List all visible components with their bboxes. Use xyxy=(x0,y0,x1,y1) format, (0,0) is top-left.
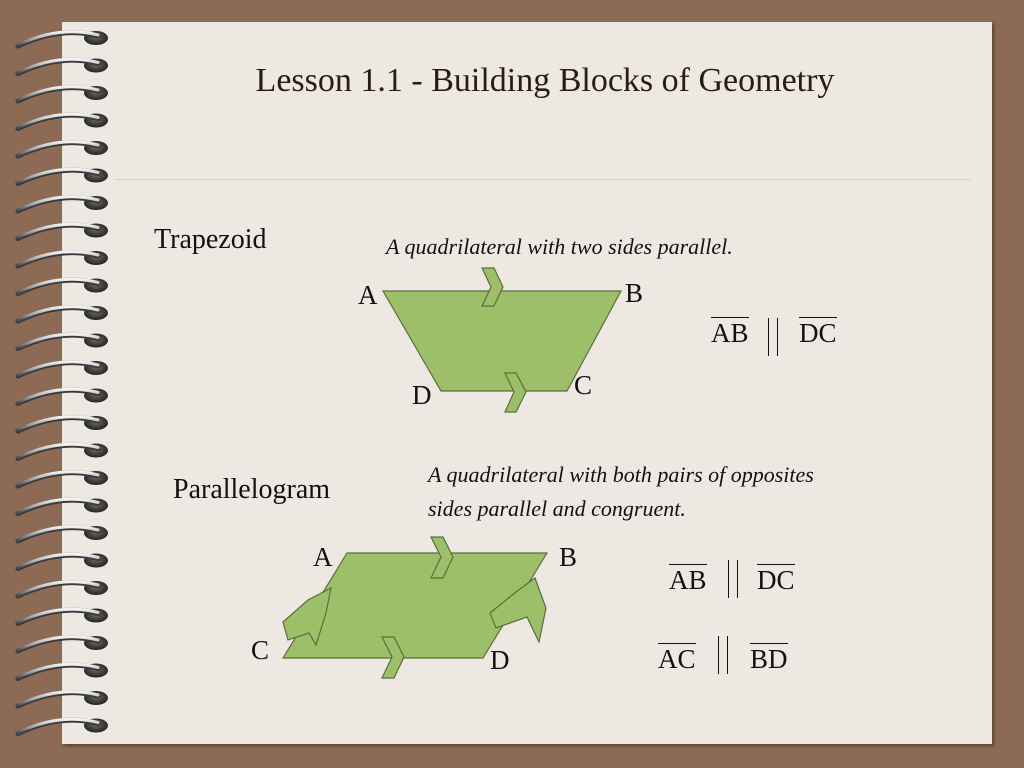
segment-dc: DC xyxy=(799,318,837,348)
segment-ab: AB xyxy=(669,565,707,595)
page-title: Lesson 1.1 - Building Blocks of Geometry xyxy=(255,62,835,99)
parallelogram-vertex-a: A xyxy=(313,542,333,572)
segment-ab: AB xyxy=(711,318,749,348)
trapezoid-vertex-b: B xyxy=(625,278,644,308)
trapezoid-segment-dc xyxy=(799,317,837,347)
trapezoid-label: Trapezoid xyxy=(154,224,267,255)
trapezoid-vertex-c: C xyxy=(574,370,593,400)
segment-bd: BD xyxy=(750,644,788,674)
segment-dc: DC xyxy=(757,565,795,595)
segment-ac: AC xyxy=(658,644,696,674)
parallel-symbol xyxy=(718,636,728,674)
parallelogram-definition-line1: A quadrilateral with both pairs of opposites xyxy=(428,462,814,487)
trapezoid-segment-ab xyxy=(711,317,749,347)
parallelogram-segment-bd xyxy=(750,643,788,673)
parallelogram-vertex-c: C xyxy=(251,635,270,665)
parallelogram-segment-ac xyxy=(658,643,696,673)
parallelogram-segment-ab xyxy=(669,564,707,594)
parallelogram-label: Parallelogram xyxy=(173,474,331,505)
parallelogram-segment-dc xyxy=(757,564,795,594)
trapezoid-vertex-a: A xyxy=(358,280,378,310)
parallelogram-definition-line2: sides parallel and congruent. xyxy=(428,496,686,521)
parallelogram-vertex-d: D xyxy=(490,645,510,675)
parallelogram-vertex-b: B xyxy=(559,542,578,572)
trapezoid-definition: A quadrilateral with two sides parallel. xyxy=(386,234,733,259)
trapezoid-vertex-d: D xyxy=(412,380,432,410)
parallel-symbol xyxy=(728,560,738,598)
parallel-symbol xyxy=(768,318,778,356)
